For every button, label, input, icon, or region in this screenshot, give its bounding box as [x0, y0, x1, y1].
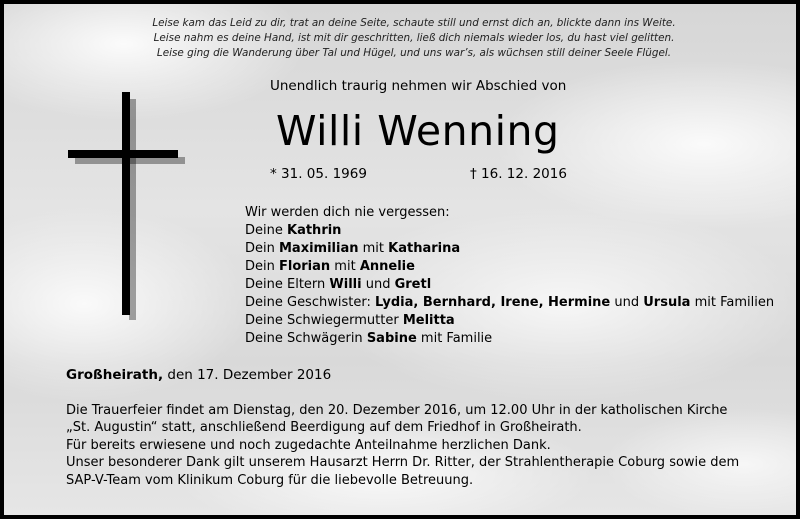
death-date: † 16. 12. 2016 [470, 166, 567, 182]
mourner-name: Katharina [388, 241, 461, 256]
cross-shadow-vertical [129, 99, 136, 320]
family-line [245, 294, 774, 312]
obituary-card [4, 4, 796, 515]
family-line [245, 222, 774, 240]
connector-text: mit [358, 241, 389, 256]
mourner-name: Melitta [402, 313, 455, 328]
mourner-name: Willi [329, 277, 362, 292]
family-line [245, 330, 774, 348]
mourner-name: Kathrin [287, 223, 342, 238]
relation-text: Deine Schwiegermutter [245, 313, 403, 328]
family-heading: Wir werden dich nie vergessen: [245, 205, 450, 220]
mourner-name: Gretl [394, 277, 432, 292]
details-line: Für bereits erwiesene und noch zugedachte Anteilnahme herzlichen Dank. [66, 437, 551, 453]
connector-text: und [610, 295, 644, 310]
notice-date: den 17. Dezember 2016 [163, 367, 332, 383]
family-line [245, 312, 774, 330]
mourner-name: Lydia, Bernhard, Irene, Hermine [374, 295, 611, 310]
mourner-name: Annelie [359, 259, 415, 274]
connector-text: und [361, 277, 395, 292]
poem [4, 16, 796, 61]
mourner-name: Maximilian [279, 241, 359, 256]
poem-line: Leise nahm es deine Hand, ist mit dir geschritten, ließ dich niemals wieder los, du hast viel gelitten. [153, 32, 675, 44]
family-list [245, 204, 774, 348]
family-line [245, 258, 774, 276]
poem-line: Leise kam das Leid zu dir, trat an deine Seite, schaute still und ernst dich an, blickte dann ins Weite. [152, 17, 676, 29]
connector-text: mit Familie [416, 331, 493, 346]
cross-shadow-horizontal [75, 157, 185, 164]
family-line [245, 276, 774, 294]
details-line: „St. Augustin“ statt, anschließend Beerdigung auf dem Friedhof in Großheirath. [66, 420, 582, 436]
details-line: SAP-V-Team vom Klinikum Coburg für die liebevolle Betreuung. [66, 472, 474, 488]
farewell-intro: Unendlich traurig nehmen wir Abschied von [270, 78, 567, 94]
details-line: Unser besonderer Dank gilt unserem Hausarzt Herrn Dr. Ritter, der Strahlentherapie Coburg sowie dem [66, 455, 740, 471]
relation-text: Deine Schwägerin [245, 331, 367, 346]
poem-line: Leise ging die Wanderung über Tal und Hügel, und uns war’s, als wüchsen still deiner Seele Flügel. [156, 47, 672, 59]
connector-text: mit [330, 259, 360, 274]
family-line [245, 240, 774, 258]
relation-text: Deine Eltern [245, 277, 330, 292]
funeral-details [66, 402, 739, 489]
deceased-name: Willi Wenning [276, 107, 560, 155]
cross-vertical-bar [122, 92, 130, 315]
town-name: Großheirath, [66, 367, 164, 383]
birth-date: * 31. 05. 1969 [270, 166, 367, 182]
relation-text: Dein [245, 241, 279, 256]
relation-text: Deine [245, 223, 287, 238]
details-line: Die Trauerfeier findet am Dienstag, den 20. Dezember 2016, um 12.00 Uhr in der katholischen Kirche [66, 403, 728, 418]
relation-text: Deine Geschwister: [245, 295, 375, 310]
connector-text: mit Familien [690, 295, 775, 310]
place-date [66, 367, 331, 383]
relation-text: Dein [245, 259, 279, 274]
cross-horizontal-bar [68, 150, 178, 158]
mourner-name: Sabine [366, 331, 417, 346]
mourner-name: Ursula [643, 295, 691, 310]
mourner-name: Florian [279, 259, 331, 274]
